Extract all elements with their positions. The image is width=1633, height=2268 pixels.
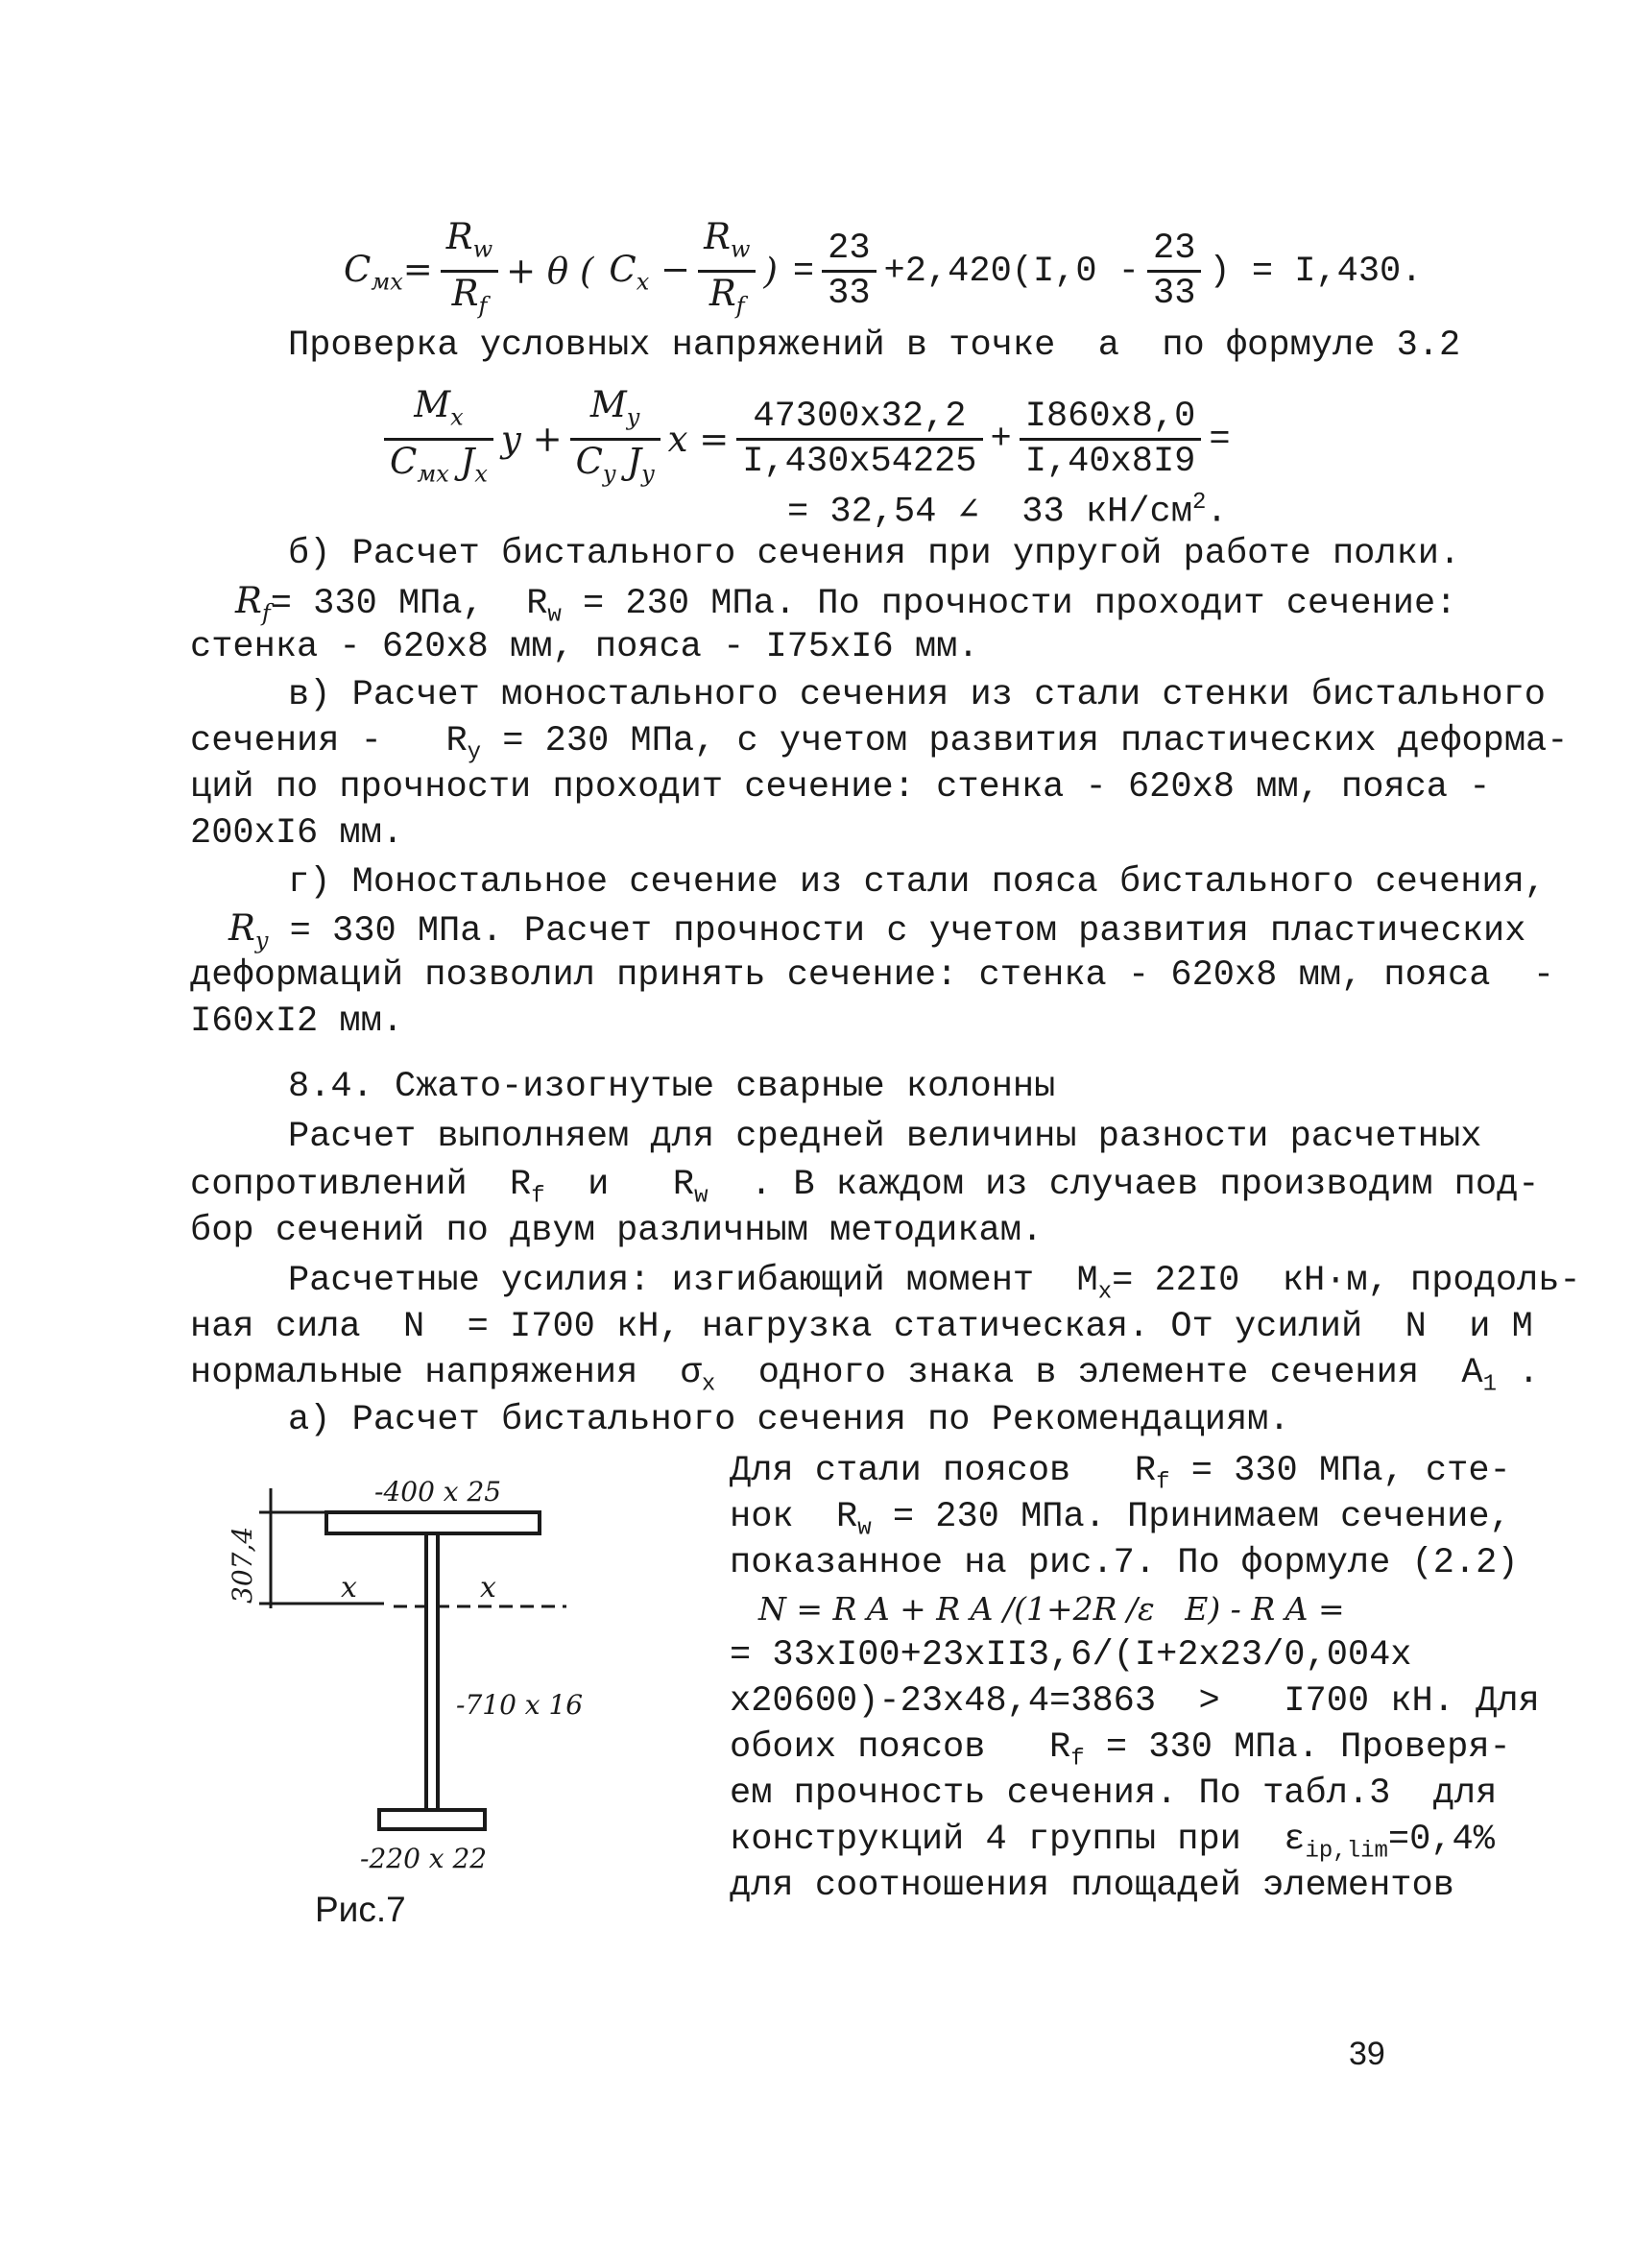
figure-i-section [192, 1464, 691, 1964]
formula-stress: $\frac{M_x}{C_{мx} J_x}$ y + $\frac{M_y}{C_y J_y}$ x = $\frac{47300x32,2}{I,430x54225}$ + $\frac{I860x8,0}{I,40x8I9}$ = [384, 384, 1238, 495]
bottom-flange [379, 1810, 485, 1829]
paragraph-check: Проверка условных напряжений в точке a по формуле 3.2 [288, 326, 1461, 366]
axis-x-right-label: x [480, 1571, 496, 1604]
right-col-line2: нок $R_w = 230$ МПа. Принимаем сечение, [730, 1497, 1511, 1542]
paragraph-v-line4: 200xI6 мм. [190, 813, 404, 854]
right-col-line8: ем прочность сечения. По табл.3 для [730, 1773, 1498, 1814]
top-flange [326, 1512, 540, 1533]
right-col-line6: x20600)-23x48,4=3863 > I700 кН. Для [730, 1681, 1540, 1722]
right-col-line9: конструкций 4 группы при $\varepsilon_{ip,lim}=0,4\%$ [730, 1820, 1495, 1865]
paragraph-calc-line1: Расчет выполняем для средней величины разности расчетных [288, 1117, 1482, 1157]
web-label: -710 x 16 [456, 1689, 584, 1721]
right-col-line5: = 33xI00+23xII3,6/(I+2x23/0,004x [730, 1635, 1412, 1676]
right-col-line7: обоих поясов $R_f = 330$ МПа. Проверя- [730, 1727, 1511, 1773]
right-col-line3: показанное на рис.7. По формуле (2.2) [730, 1543, 1519, 1583]
paragraph-calc-line2: сопротивлений $R_f$ и $R_w$ . В каждом из случаев производим под- [190, 1165, 1540, 1210]
paragraph-calc-line3: бор сечений по двум различным методикам. [190, 1211, 1044, 1251]
i-section-drawing [192, 1464, 691, 1964]
fraction-23-33: $\frac{23}{33}$ [822, 228, 876, 315]
page-number: 39 [1349, 2036, 1385, 2072]
height-dim-label: 307,4 [227, 1526, 258, 1604]
paragraph-forces-line1: Расчетные усилия: изгибающий момент $M_x= 22I0$ кН·м, продоль- [288, 1261, 1581, 1306]
paragraph-b-line3: стенка - 620x8 мм, пояса - I75xI6 мм. [190, 627, 979, 667]
fraction-23-33-2: $\frac{23}{33}$ [1147, 228, 1201, 315]
section-title: 8.4. Сжато-изогнутые сварные колонны [288, 1067, 1056, 1107]
paragraph-forces-line2: ная сила N = I700 кН, нагрузка статическая. От усилий N и M [190, 1307, 1533, 1347]
paragraph-a: а) Расчет бистального сечения по Рекомендациям. [288, 1400, 1290, 1440]
right-col-line10: для соотношения площадей элементов [730, 1866, 1454, 1906]
formula-cmx: $C_{мx}=$ $\frac{R_w}{R_f}$ + θ ( $C_x$ − $\frac{R_w}{R_f}$ ) = $\frac{23}{33}$ +2,420(I,0 - $\frac{23}{33}$ ) = I,430. [336, 216, 1429, 327]
paragraph-forces-line3: нормальные напряжения $\sigma_x$ одного знака в элементе сечения $A_1$ . [190, 1353, 1540, 1398]
paragraph-v-line1: в) Расчет моностального сечения из стали стенки бистального [288, 675, 1547, 715]
paragraph-v-line3: ций по прочности проходит сечение: стенка - 620x8 мм, пояса - [190, 767, 1491, 808]
paragraph-g-line3: деформаций позволил принять сечение: стенка - 620x8 мм, пояса - [190, 955, 1555, 996]
paragraph-b-line2: $R_f= 330$ МПа, $R_w = 230$ МПа. По прочности проходит сечение: [235, 580, 1457, 629]
fraction-rw-rf: $\frac{R_w}{R_f}$ [441, 216, 498, 327]
paragraph-g-line4: I60xI2 мм. [190, 1001, 404, 1042]
bottom-flange-label: -220 x 22 [360, 1843, 488, 1874]
top-flange-label: -400 x 25 [374, 1476, 502, 1508]
figure-caption: Рис.7 [315, 1890, 406, 1929]
paragraph-v-line2: сечения - $R_y = 230$ МПа, с учетом развития пластических деформа- [190, 721, 1569, 766]
fraction-rw-rf-2: $\frac{R_w}{R_f}$ [698, 216, 756, 327]
right-col-line1: Для стали поясов $R_f = 330$ МПа, сте- [730, 1451, 1511, 1496]
paragraph-b-line1: б) Расчет бистального сечения при упругой работе полки. [288, 534, 1461, 574]
right-col-formula: N = R A + R A /(1+2R /ε E) - R A = [758, 1590, 1345, 1628]
formula-stress-result: = 32,54 ∠ 33 $кН/см^2$. [787, 490, 1228, 533]
axis-x-left-label: x [341, 1571, 357, 1604]
paragraph-g-line2: $R_y = 330$ МПа. Расчет прочности с учетом развития пластических [228, 907, 1526, 954]
paragraph-g-line1: г) Моностальное сечение из стали пояса бистального сечения, [288, 862, 1547, 903]
